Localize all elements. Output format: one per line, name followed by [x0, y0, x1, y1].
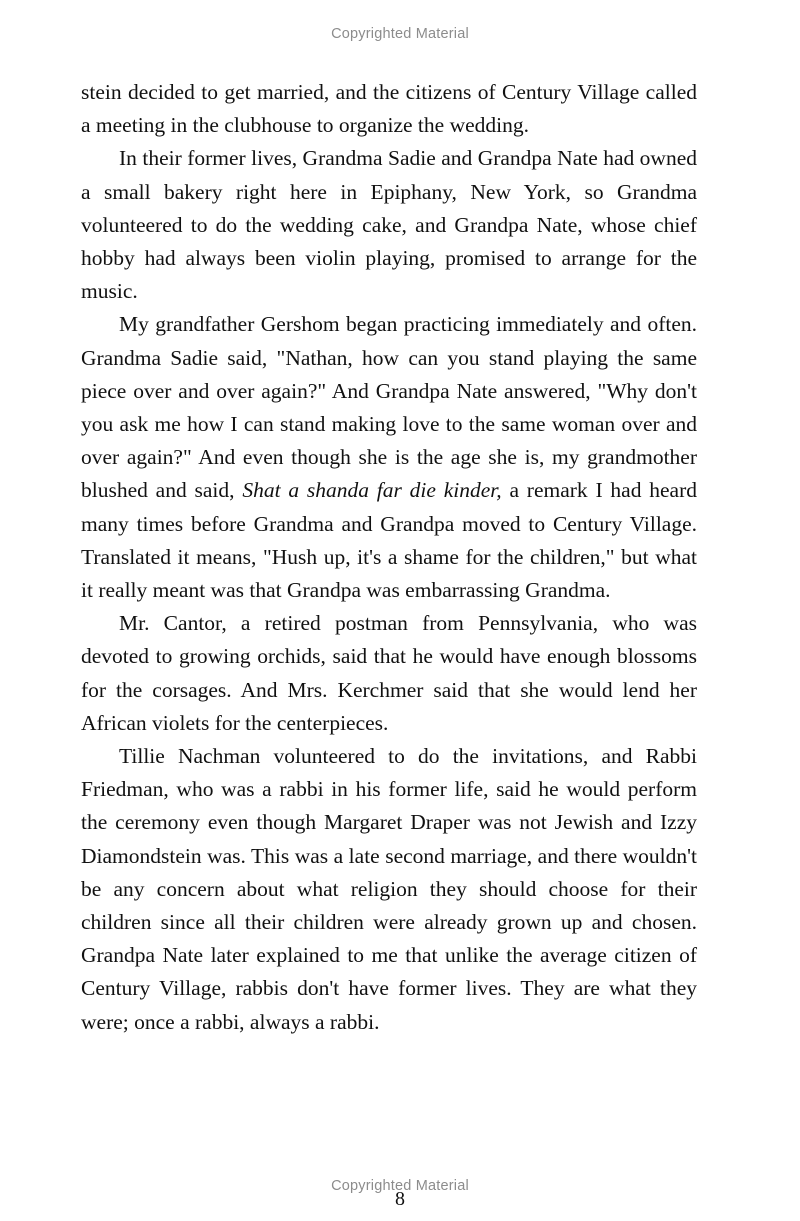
copyright-watermark-bottom: Copyrighted Material: [331, 1178, 469, 1194]
paragraph-5: [81, 740, 697, 1039]
paragraph-text: stein decided to get married, and the citizens of Century Village called a meeting in the clubhouse to organize the wedding.: [81, 80, 697, 138]
yiddish-phrase: Shat a shanda far die kinder,: [242, 478, 502, 503]
paragraph-text: In their former lives, Grandma Sadie and Grandpa Nate had owned a small bakery right here in Epiphany, New York, so Grandma volunteered to do the wedding cake, and Grandpa Nate, whose chief hobby had always been violin playing, promised to arrange for the music.: [81, 146, 697, 304]
paragraph-text: Tillie Nachman volunteered to do the invitations, and Rabbi Friedman, who was a rabbi in his former life, said he would perform the ceremony even though Margaret Draper was not Jewish and Izzy Diamondstein was. This was a late second marriage, and there wouldn't be any concern about what religion they should choose for their children since all their children were already grown up and chosen. Grandpa Nate later explained to me that unlike the average citizen of Century Village, rabbis don't have former lives. They are what they were; once a rabbi, always a rabbi.: [81, 744, 697, 1034]
paragraph-text: My grandfather Gershom began practicing immediately and often. Grandma Sadie said, "Nathan, how can you stand playing the same piece over and over again?" And Grandpa Nate answered, "Why don't you ask me how I can stand making love to the same woman over and over again?" And even though she is the age she is, my grandmother blushed and said,: [81, 312, 697, 503]
paragraph-text: a remark I had heard many times before Grandma and Grandpa moved to Century Village. Translated it means, "Hush up, it's a shame for the children," but what it really meant was that Grandpa was embarrassing Grandma.: [81, 478, 698, 603]
copyright-watermark-top: Copyrighted Material: [331, 26, 469, 42]
paragraph-text: Mr. Cantor, a retired postman from Pennsylvania, who was devoted to growing orchids, said that he would have enough blossoms for the corsages. And Mrs. Kerchmer said that she would lend her African violets for the centerpieces.: [81, 611, 697, 735]
body-text: [81, 76, 697, 1039]
paragraph-2: [81, 142, 697, 308]
page-number: 8: [395, 1188, 405, 1210]
paragraph-3: [81, 308, 697, 607]
paragraph-1: [81, 76, 697, 142]
paragraph-4: [81, 607, 697, 740]
